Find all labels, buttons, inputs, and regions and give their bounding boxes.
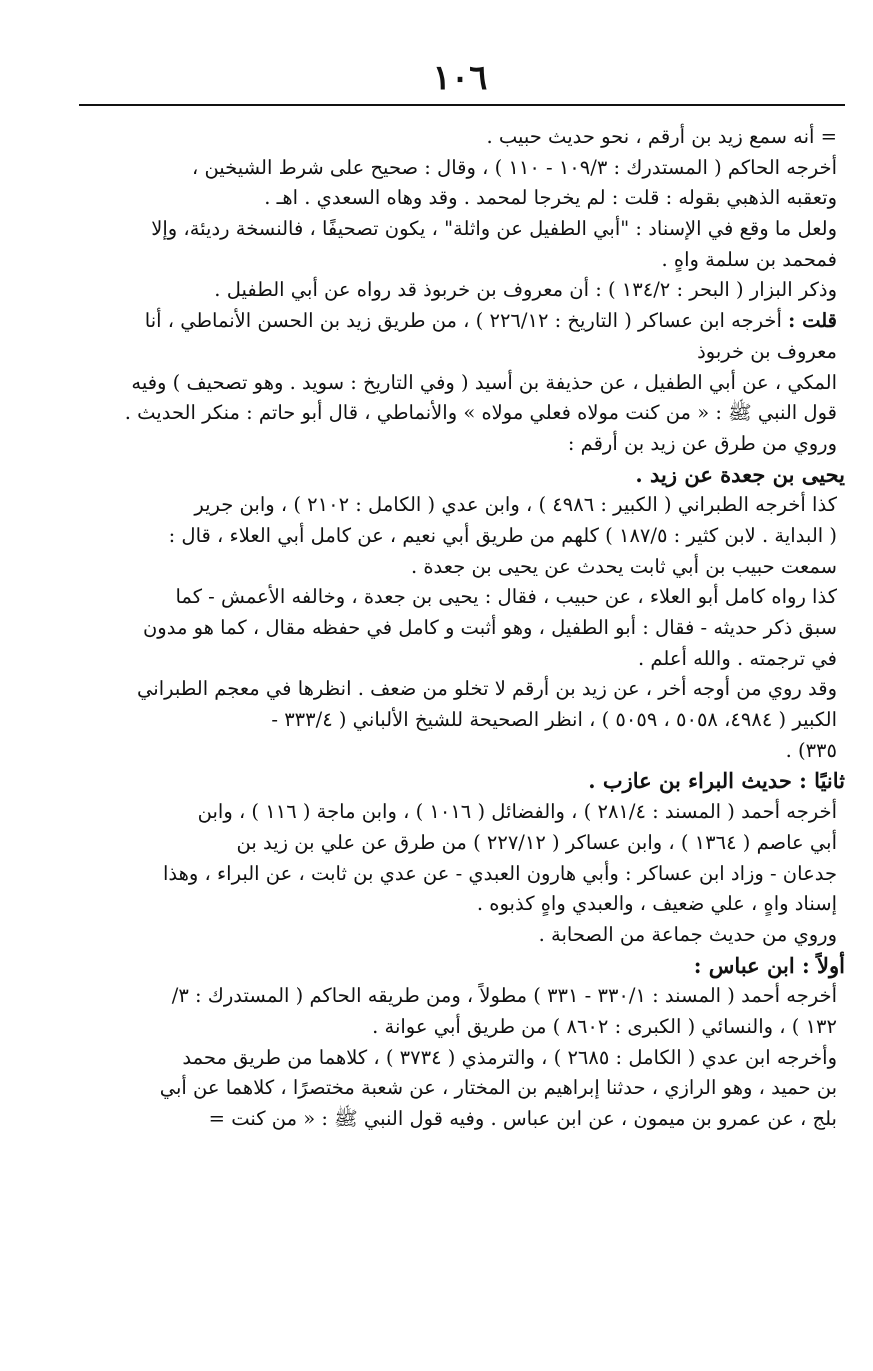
- text-line: وذكر البزار ( البحر : ١٣٤/٢ ) : أن معروف بن خربوذ قد رواه عن أبي الطفيل .: [214, 278, 837, 302]
- line-text: ابن عباس :: [693, 952, 802, 978]
- text-line: بن حميد ، وهو الرازي ، حدثنا إبراهيم بن المختار ، عن شعبة مختصرًا ، كلاهما عن أبي: [159, 1076, 837, 1100]
- line-text: أخرجه ابن عساكر ( التاريخ : ٢٢٦/١٢ ) ، من طريق زيد بن الحسن الأنماطي ، أنا: [144, 309, 789, 333]
- text-line: كذا أخرجه الطبراني ( الكبير : ٤٩٨٦ ) ، وابن عدي ( الكامل : ٢١٠٢ ) ، وابن جرير: [194, 493, 837, 517]
- lead-word: قلت :: [788, 309, 837, 333]
- text-line: في ترجمته . والله أعلم .: [638, 646, 837, 670]
- text-line: [67, 306, 837, 337]
- text-line: وروي من طرق عن زيد بن أرقم :: [567, 431, 837, 455]
- text-line: فمحمد بن سلمة واهٍ .: [661, 247, 837, 271]
- text-line: ٣٣٥) .: [785, 738, 837, 762]
- header-rule: [79, 104, 845, 106]
- text-line: معروف بن خربوذ: [697, 339, 837, 363]
- text-line: بلج ، عن عمرو بن ميمون ، عن ابن عباس . وفيه قول النبي ﷺ : « من كنت =: [208, 1107, 837, 1130]
- text-line: وقد روي من أوجه أخر ، عن زيد بن أرقم لا تخلو من ضعف . انظرها في معجم الطبراني: [137, 677, 837, 701]
- page-number: ١٠٦: [432, 58, 488, 98]
- text-line: أخرجه أحمد ( المسند : ٢٨١/٤ ) ، والفضائل ( ١٠١٦ ) ، وابن ماجة ( ١١٦ ) ، وابن: [197, 800, 837, 824]
- lead-word: أولاً :: [801, 952, 845, 978]
- section-heading: [67, 951, 845, 982]
- text-line: أخرجه أحمد ( المسند : ٣٣٠/١ - ٣٣١ ) مطولاً ، ومن طريقه الحاكم ( المستدرك : ٣/: [171, 984, 837, 1008]
- line-text: حديث البراء بن عازب .: [588, 768, 800, 794]
- text-line: سمعت حبيب بن أبي ثابت يحدث عن يحيى بن جعدة .: [410, 554, 837, 578]
- text-line: إسناد واهٍ ، علي ضعيف ، والعبدي واهٍ كذبوه .: [476, 892, 837, 916]
- text-line: أخرجه الحاكم ( المستدرك : ١٠٩/٣ - ١١٠ ) ، وقال : صحيح على شرط الشيخين ،: [191, 155, 837, 179]
- text-line: ( البداية . لابن كثير : ١٨٧/٥ ) كلهم من طريق أبي نعيم ، عن كامل أبي العلاء ، قال :: [168, 523, 837, 547]
- text-line: وتعقبه الذهبي بقوله : قلت : لم يخرجا لمحمد . وقد وهاه السعدي . اهـ .: [264, 186, 837, 210]
- text-line: المكي ، عن أبي الطفيل ، عن حذيفة بن أسيد ( وفي التاريخ : سويد . وهو تصحيف ) وفيه: [131, 370, 837, 394]
- text-line: قول النبي ﷺ : « من كنت مولاه فعلي مولاه » والأنماطي ، قال أبو حاتم : منكر الحديث .: [124, 401, 837, 425]
- text-line: كذا رواه كامل أبو العلاء ، عن حبيب ، فقال : يحيى بن جعدة ، وخالفه الأعمش - كما: [175, 585, 837, 609]
- text-line: وروي من حديث جماعة من الصحابة .: [538, 922, 837, 946]
- section-heading: [67, 766, 845, 797]
- page-body: [67, 122, 845, 1135]
- text-line: ولعل ما وقع في الإسناد : "أبي الطفيل عن واثلة" ، يكون تصحيفًا ، فالنسخة رديئة، وإلا: [151, 217, 837, 241]
- text-line: سبق ذكر حديثه - فقال : أبو الطفيل ، وهو أثبت و كامل في حفظه مقال ، كما هو مدون: [142, 616, 837, 639]
- text-line: أبي عاصم ( ١٣٦٤ ) ، وابن عساكر ( ٢٢٧/١٢ ) من طرق عن علي بن زيد بن: [236, 830, 837, 854]
- lead-word: ثانيًا :: [799, 768, 845, 794]
- text-line: الكبير ( ٤٩٨٤، ٥٠٥٨ ، ٥٠٥٩ ) ، انظر الصحيحة للشيخ الألباني ( ٣٣٣/٤ -: [271, 708, 837, 732]
- text-line: = أنه سمع زيد بن أرقم ، نحو حديث حبيب .: [486, 125, 837, 148]
- text-line: وأخرجه ابن عدي ( الكامل : ٢٦٨٥ ) ، والترمذي ( ٣٧٣٤ ) ، كلاهما من طريق محمد: [182, 1045, 837, 1069]
- section-heading: يحيى بن جعدة عن زيد .: [635, 461, 845, 487]
- text-line: جدعان - وزاد ابن عساكر : وأبي هارون العبدي - عن عدي بن ثابت ، عن البراء ، وهذا: [162, 861, 837, 885]
- text-line: ١٣٢ ) ، والنسائي ( الكبرى : ٨٦٠٢ ) من طريق أبي عوانة .: [372, 1014, 837, 1038]
